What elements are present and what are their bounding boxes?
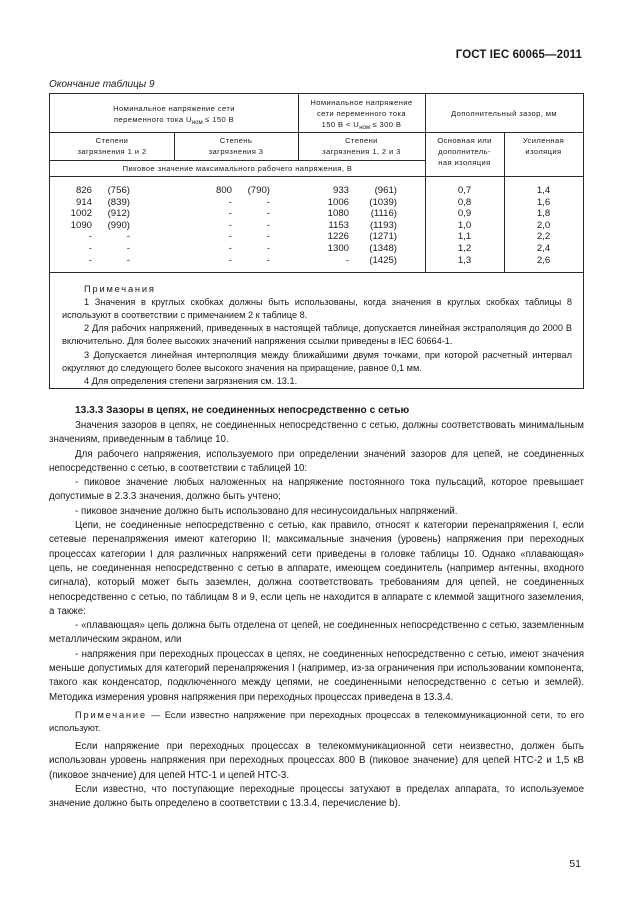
table-cell-e: -: [345, 254, 349, 266]
table-caption: Окончание таблицы 9: [49, 79, 155, 90]
peak-voltage-header: Пиковое значение максимального рабочего напряжения, В: [122, 164, 353, 173]
note-2: 2 Для рабочих напряжений, приведенных в настоящей таблице, допускается линейная экстраполяция до 2000 В включительно. Для более высоких значений напряжения ссылки приведены в IEC 60664-1.: [62, 323, 572, 346]
table-cell-d: -: [266, 196, 270, 208]
subheader-pd12: Степени загрязнения 1 и 2: [77, 136, 147, 156]
table-cell-b: (756): [107, 185, 130, 196]
table-cell-b: -: [126, 243, 130, 254]
table-cell-h: 1,8: [536, 208, 551, 220]
table-cell-a: -: [88, 243, 92, 254]
section-body: [49, 419, 584, 811]
table-cell-b: (990): [107, 219, 130, 231]
section-heading: 13.3.3 Зазоры в цепях, не соединенных непосредственно с сетью: [75, 405, 410, 416]
table-cell-c: -: [228, 208, 232, 220]
paragraph: Значения зазоров в цепях, не соединенных непосредственно с сетью, должны соответствовать минимальным значениям, приведенным в таблице 10.: [49, 420, 584, 446]
paragraph: Если известно, что поступающие переходные процессы затухают в пределах аппарата, то используемое значение должно быть определено в соответствии с 13.3.4, перечисление b).: [49, 783, 584, 810]
table-cell-a: -: [88, 254, 92, 266]
table-cell-f: (961): [374, 185, 397, 196]
note-1: 1 Значения в круглых скобках должны быть использованы, когда значения в круглых скобках таблицы 8 используют в соответствии с примечанием 2 к таблице 8.: [62, 297, 572, 320]
table-cell-g: 0,9: [457, 208, 472, 220]
table-cell-d: -: [266, 243, 270, 254]
table-cell-c: -: [228, 231, 232, 243]
table-cell-g: 1,2: [457, 243, 472, 254]
table-cell-h: 1,6: [536, 196, 551, 208]
note-label: Примечание: [75, 709, 147, 720]
table-cell-e: 1006: [327, 196, 349, 208]
paragraph: Для рабочего напряжения, используемого при определении значений зазоров для цепей, не соединенных непосредственно с сетью, в соответствии с таблицей 10:: [49, 448, 584, 474]
table-cell-h: 2,6: [536, 254, 551, 266]
table-cell-c: -: [228, 196, 232, 208]
subheader-pd123: Степени загрязнения 1, 2 и 3: [322, 136, 401, 156]
header-additional-clearance: Дополнительный зазор, мм: [451, 109, 557, 118]
subheader-basic-insulation: Основная или дополнитель- ная изоляция: [437, 136, 492, 167]
table-cell-f: (1116): [370, 208, 397, 220]
table-cell-e: 1153: [328, 219, 349, 231]
table-cell-d: -: [266, 208, 270, 220]
table-cell-g: 0,8: [457, 196, 472, 208]
table-cell-e: 1300: [327, 243, 349, 254]
table-cell-h: 2,2: [536, 231, 551, 243]
paragraph: - пиковое значение любых наложенных на напряжение постоянного тока пульсаций, которое превышает допустимые в 2.3.3 значения, должно быть учтено;: [49, 477, 584, 503]
table-cell-c: -: [228, 219, 232, 231]
table-cell-f: (1348): [369, 243, 397, 254]
page-number: 51: [569, 858, 581, 870]
table-cell-f: (1039): [369, 196, 397, 208]
table-cell-b: -: [126, 254, 130, 266]
table-cell-b: -: [126, 231, 130, 243]
table-cell-g: 1,3: [457, 254, 472, 266]
table-cell-d: -: [266, 254, 270, 266]
table-cell-f: (1271): [369, 231, 397, 243]
table-cell-e: 1080: [327, 208, 349, 220]
table-cell-c: -: [228, 243, 232, 254]
table-cell-b: (839): [107, 196, 130, 208]
note-paragraph: [49, 709, 584, 736]
table-cell-a: 826: [75, 185, 92, 196]
table-cell-a: -: [88, 231, 92, 243]
table-cell-g: 0,7: [457, 185, 472, 196]
header-voltage-150: Номинальное напряжение сети переменного тока $U_{ном} \le 150$ В: [113, 104, 235, 126]
note-3: 3 Допускается линейная интерполяция между ближайшими двумя точками, при которой расчетный интервал округляют до следующего более высокого значения на приращение, равное 0,1 мм.: [62, 350, 572, 373]
table-cell-h: 2,4: [536, 243, 551, 254]
table-cell-a: 914: [75, 196, 92, 208]
subheader-pd3: Степень загрязнения 3: [208, 136, 264, 156]
rule: [50, 272, 583, 273]
paragraph: Если напряжение при переходных процессах в телекоммуникационной сети неизвестно, должен быть использован уровень напряжения при переходных процессах 800 В (пиковое значение) для цепей НТС-2 и 1,5 кВ (пиковое значение) для цепей НТС-1 и цепей НТС-3.: [49, 740, 584, 781]
table-cell-g: 1,0: [457, 219, 472, 231]
table-cell-d: -: [266, 231, 270, 243]
table-cell-h: 2,0: [536, 219, 551, 231]
table-cell-e: 1226: [327, 231, 349, 243]
table-cell-a: 1090: [70, 219, 92, 231]
rule: [50, 160, 425, 161]
table-cell-c: -: [228, 254, 232, 266]
clearance-table: [49, 93, 584, 389]
table-cell-b: (912): [107, 208, 130, 220]
table-cell-d: (790): [247, 185, 270, 196]
header-voltage-300: Номинальное напряжение сети переменного тока 150 $В < U_{ном} \le 300$ В: [310, 98, 413, 131]
table-cell-h: 1,4: [536, 185, 551, 196]
notes-title: Примечания: [84, 284, 156, 294]
standard-id: ГОСТ IEC 60065—2011: [455, 49, 582, 61]
note-text: — Если известно напряжение при переходных процессах в телекоммуникационной сети, то его используют.: [49, 709, 584, 734]
table-cell-e: 933: [332, 185, 349, 196]
table-cell-d: -: [266, 219, 270, 231]
table-cell-g: 1,1: [457, 231, 472, 243]
table-cell-a: 1002: [70, 208, 92, 220]
subheader-reinforced-insulation: Усиленная изоляция: [522, 136, 565, 156]
table-cell-c: 800: [215, 185, 232, 196]
paragraph: - «плавающая» цепь должна быть отделена от цепей, не соединенных непосредственно с сетью, заземленным металлическим экраном, или: [49, 620, 584, 646]
paragraph: Цепи, не соединенные непосредственно с сетью, как правило, относят к категории перенапряжения I, если сетевые перенапряжения имеют категорию II; максимальные значения (уровень) напряжения при переходных процессах категории I для различных напряжений сети приведены в головке таблицы 10. Однако «плавающая» цепь, не соединенная непосредственно с сетью в аппарате, имеющем соединитель (например антенны, входного сигнала), который может быть заземлен, должна соответствовать требованиям для цепей, не соединенных непосредственно с сетью, по таблицам 8 и 9, если цепь не находится в аппарате с клеммой защитного заземления, а также:: [49, 520, 584, 617]
table-cell-f: (1193): [369, 219, 397, 231]
paragraph: - пиковое значение должно быть использовано для несинусоидальных напряжений.: [75, 505, 458, 517]
note-4: 4 Для определения степени загрязнения см. 13.1.: [84, 376, 298, 386]
table-cell-f: (1425): [369, 254, 397, 266]
paragraph: - напряжения при переходных процессах в цепях, не соединенных непосредственно с сетью, имеют значения меньше допустимых для категорий перенапряжения I (например, из-за ограничения при использовании компонента, такого как конденсатор, подключенного между цепями, не соединенными непосредственно с сетью и землей). Методика измерения уровня напряжения при переходных процессах приведена в 13.3.4.: [49, 648, 584, 703]
